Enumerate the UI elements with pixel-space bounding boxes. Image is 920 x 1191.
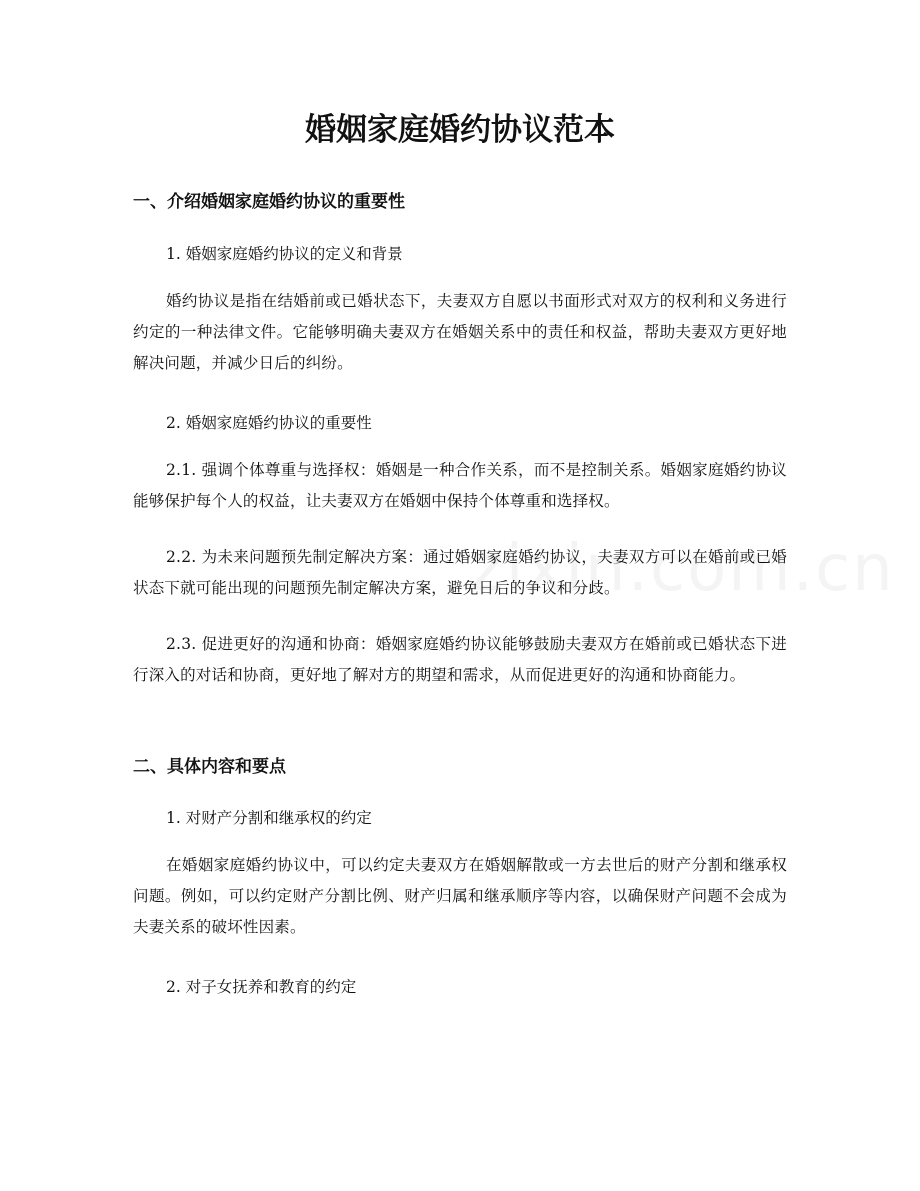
subheading-1-2: 2. 婚姻家庭婚约协议的重要性 [166,414,372,432]
paragraph-2-1: 2.1. 强调个体尊重与选择权：婚姻是一种合作关系，而不是控制关系。婚姻家庭婚约协议能够保护每个人的权益，让夫妻双方在婚姻中保持个体尊重和选择权。 [133,461,787,510]
section-heading-2: 二、具体内容和要点 [133,757,286,777]
subheading-2-2: 2. 对子女抚养和教育的约定 [166,978,357,996]
subheading-2-1: 1. 对财产分割和继承权的约定 [166,809,372,827]
paragraph-2-3: 2.3. 促进更好的沟通和协商：婚姻家庭婚约协议能够鼓励夫妻双方在婚前或已婚状态下进行深入的对话和协商，更好地了解对方的期望和需求，从而促进更好的沟通和协商能力。 [133,635,787,684]
section-heading-1: 一、介绍婚姻家庭婚约协议的重要性 [133,192,405,212]
document-title: 婚姻家庭婚约协议范本 [305,112,615,148]
subheading-1-1: 1. 婚姻家庭婚约协议的定义和背景 [166,245,403,263]
paragraph-3-1: 在婚姻家庭婚约协议中，可以约定夫妻双方在婚姻解散或一方去世后的财产分割和继承权问题。例如，可以约定财产分割比例、财产归属和继承顺序等内容，以确保财产问题不会成为夫妻关系的破坏性因素。 [133,856,787,936]
paragraph-1-1: 婚约协议是指在结婚前或已婚状态下，夫妻双方自愿以书面形式对双方的权利和义务进行约定的一种法律文件。它能够明确夫妻双方在婚姻关系中的责任和权益，帮助夫妻双方更好地解决问题，并减少日后的纠纷。 [133,292,787,372]
paragraph-2-2: 2.2. 为未来问题预先制定解决方案：通过婚姻家庭婚约协议，夫妻双方可以在婚前或已婚状态下就可能出现的问题预先制定解决方案，避免日后的争议和分歧。 [133,548,787,597]
